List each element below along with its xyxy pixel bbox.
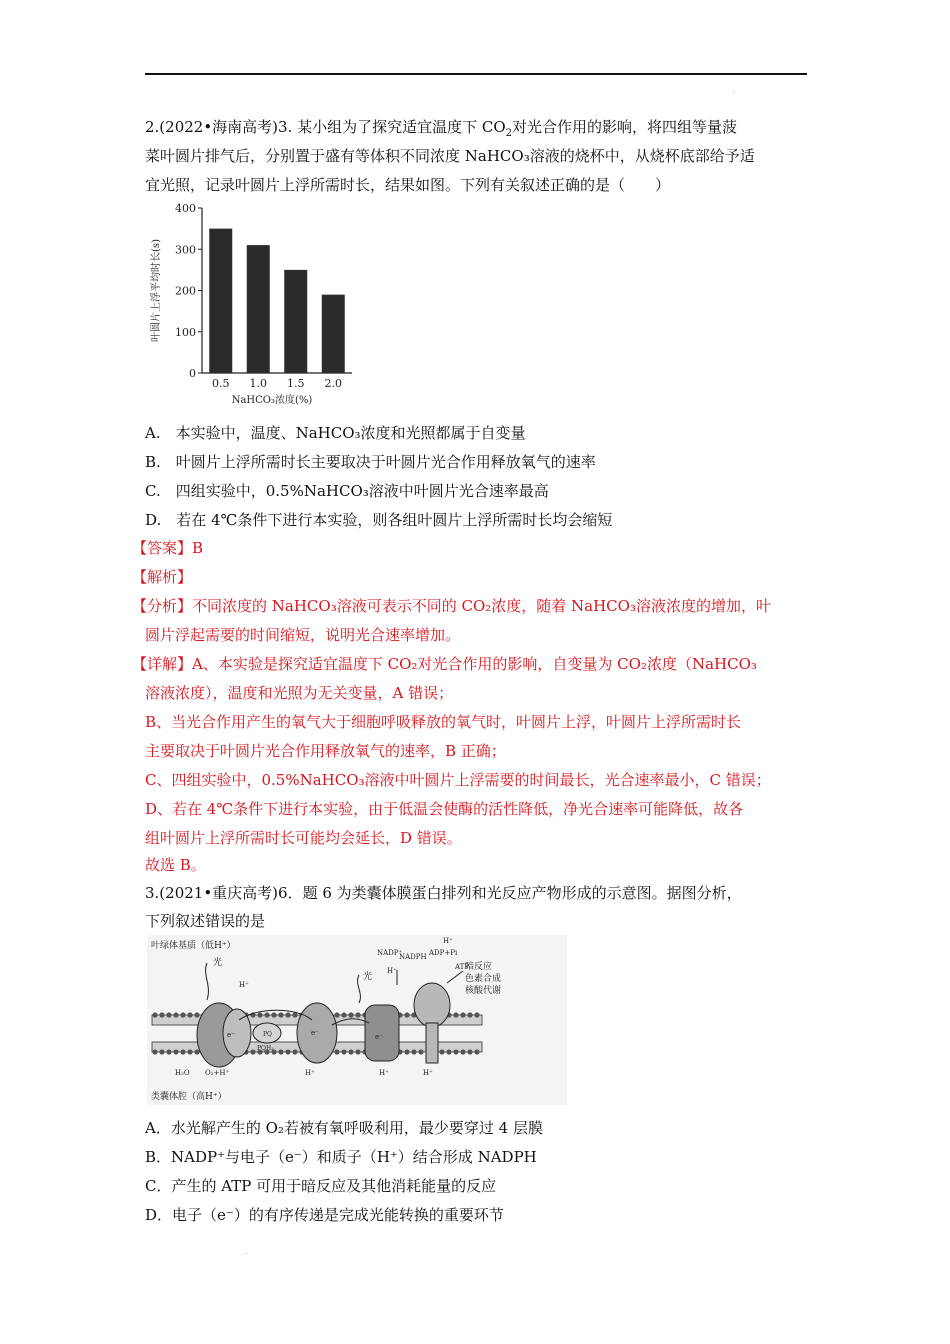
analysis-xiangjie-3: B、当光合作用产生的氧气大于细胞呼吸释放的氧气时，叶圆片上浮，叶圆片上浮所需时长 <box>145 713 742 731</box>
y-tick-label: 100 <box>175 325 196 339</box>
lipid-head <box>348 1012 353 1017</box>
lipid-head <box>264 1012 269 1017</box>
analysis-xiangjie-7: 组叶圆片上浮所需时长可能均会延长，D 错误。 <box>145 829 462 847</box>
x-tick-label: 1.0 <box>249 377 267 390</box>
lipid-head <box>341 1012 346 1017</box>
diagram-stroma-label: 叶绿体基质（低H⁺） <box>151 941 236 951</box>
thylakoid-diagram <box>147 935 567 1105</box>
analysis-fenxi-1: 【分析】不同浓度的 NaHCO₃溶液可表示不同的 CO₂浓度，随着 NaHCO₃溶液浓度的增加，叶 <box>132 597 771 615</box>
q2-stem-line2: 菜叶圆片排气后，分别置于盛有等体积不同浓度 NaHCO₃溶液的烧杯中，从烧杯底部给予适 <box>145 147 755 165</box>
lipid-head <box>159 1049 164 1054</box>
lipid-head <box>278 1012 283 1017</box>
diagram-pqh: PQH₂ <box>257 1045 274 1052</box>
lipid-head <box>194 1012 199 1017</box>
diagram-e-3: e⁻ <box>375 1033 383 1041</box>
lipid-head <box>187 1049 192 1054</box>
bar <box>247 245 270 373</box>
lipid-head <box>404 1049 409 1054</box>
y-axis-label: 叶圆片上浮平均时长(s) <box>151 239 162 342</box>
diagram-light-2: 光 <box>363 972 373 982</box>
lipid-head <box>334 1012 339 1017</box>
analysis-xiangjie-4: 主要取决于叶圆片光合作用释放氧气的速率，B 正确； <box>145 742 506 760</box>
q2-stem-line1: 2.(2022•海南高考)3. 某小组为了探究适宜温度下 $CO_2$对光合作用的影响，将四组等量菠 <box>145 118 738 139</box>
lipid-head <box>334 1049 339 1054</box>
lipid-head <box>173 1049 178 1054</box>
footer-dot: . <box>244 1247 247 1256</box>
diagram-h-5: H⁺ <box>379 1069 389 1077</box>
diagram-lumen-label: 类囊体腔（高H⁺） <box>151 1092 227 1102</box>
diagram-pq: PQ <box>263 1031 272 1038</box>
lipid-head <box>194 1049 199 1054</box>
q3-option-d: D．电子（e⁻）的有序传递是完成光能转换的重要环节 <box>145 1206 504 1224</box>
answer: 【答案】B <box>132 539 204 557</box>
diagram-h-6: H⁺ <box>423 1069 433 1077</box>
lipid-head <box>152 1049 157 1054</box>
diagram-h-3: H⁺ <box>443 937 453 945</box>
chart-bars <box>209 229 345 373</box>
q3-option-b: B．NADP⁺与电子（e⁻）和质子（H⁺）结合形成 NADPH <box>145 1148 537 1166</box>
bar-chart <box>145 195 370 420</box>
lipid-head <box>166 1012 171 1017</box>
analysis-xiangjie-5: C、四组实验中，0.5%NaHCO₃溶液中叶圆片上浮需要的时间最长，光合速率最小，C 错误； <box>145 771 771 789</box>
lipid-head <box>180 1012 185 1017</box>
q3-stem-line2: 下列叙述错误的是 <box>145 912 266 930</box>
diagram-light-1: 光 <box>213 958 223 968</box>
q2-option-d: D. 若在 4℃条件下进行本实验，则各组叶圆片上浮所需时长均会缩短 <box>145 511 613 529</box>
conclusion: 故选 B。 <box>145 856 206 874</box>
q2-option-c: C. 四组实验中，0.5%NaHCO₃溶液中叶圆片光合速率最高 <box>145 482 549 500</box>
q3-option-c: C．产生的 ATP 可用于暗反应及其他消耗能量的反应 <box>145 1177 497 1195</box>
lipid-head <box>173 1012 178 1017</box>
lipid-head <box>271 1012 276 1017</box>
lipid-head <box>355 1012 360 1017</box>
header-rule <box>145 73 807 75</box>
lipid-head <box>474 1012 479 1017</box>
lipid-head <box>355 1049 360 1054</box>
diagram-h2o: H₂O <box>175 1069 190 1077</box>
lipid-head <box>292 1049 297 1054</box>
diagram-e-1: e⁻ <box>227 1031 235 1039</box>
lipid-head <box>411 1049 416 1054</box>
lipid-head <box>467 1049 472 1054</box>
lipid-head <box>446 1049 451 1054</box>
lipid-head <box>467 1012 472 1017</box>
lipid-head <box>460 1012 465 1017</box>
bar <box>322 295 345 373</box>
y-tick-label: 300 <box>175 243 196 257</box>
diagram-atp: ATP <box>455 963 470 971</box>
lipid-head <box>348 1049 353 1054</box>
lipid-head <box>285 1049 290 1054</box>
lipid-head <box>257 1012 262 1017</box>
bar <box>284 270 307 373</box>
header-dot: . <box>733 86 736 95</box>
lipid-head <box>474 1049 479 1054</box>
lipid-head <box>453 1012 458 1017</box>
lipid-head <box>404 1012 409 1017</box>
lipid-head <box>187 1012 192 1017</box>
lipid-head <box>439 1049 444 1054</box>
lipid-head <box>341 1049 346 1054</box>
diagram-use-1: 暗反应 <box>465 962 493 972</box>
analysis-title: 【解析】 <box>132 568 193 586</box>
lipid-head <box>292 1012 297 1017</box>
diagram-use-3: 核酸代谢 <box>465 986 502 996</box>
diagram-nadph: NADPH <box>399 953 427 961</box>
y-tick-label: 0 <box>189 367 196 380</box>
q2-option-b: B. 叶圆片上浮所需时长主要取决于叶圆片光合作用释放氧气的速率 <box>145 453 596 471</box>
x-axis-label: NaHCO₃浓度(%) <box>231 395 313 406</box>
analysis-xiangjie-1: 【详解】A、本实验是探究适宜温度下 CO₂对光合作用的影响，自变量为 CO₂浓度（NaHCO₃ <box>132 655 757 673</box>
x-tick-label: 1.5 <box>287 377 305 390</box>
diagram-use-2: 色素合成 <box>465 974 502 984</box>
lipid-head <box>250 1049 255 1054</box>
q3-option-a: A．水光解产生的 O₂若被有氧呼吸利用，最少要穿过 4 层膜 <box>145 1119 543 1137</box>
q2-option-a: A. 本实验中，温度、NaHCO₃浓度和光照都属于自变量 <box>145 424 526 442</box>
diagram-nadp: NADP⁺ <box>377 949 403 957</box>
lipid-head <box>418 1049 423 1054</box>
chart-labels <box>149 202 342 406</box>
diagram-h-1: H⁺ <box>239 981 249 989</box>
lipid-head <box>166 1049 171 1054</box>
lipid-head <box>453 1049 458 1054</box>
diagram-e-2: e⁻ <box>311 1029 319 1037</box>
analysis-fenxi-2: 圆片浮起需要的时间缩短，说明光合速率增加。 <box>145 626 461 644</box>
diagram-o2: O₂+H⁺ <box>205 1069 230 1077</box>
analysis-xiangjie-2: 溶液浓度），温度和光照为无关变量，A 错误； <box>145 684 454 702</box>
diagram-adp: ADP+Pi <box>429 949 458 957</box>
q3-stem-line1: 3.(2021•重庆高考)6．题 6 为类囊体膜蛋白排列和光反应产物形成的示意图。据图分析， <box>145 884 742 902</box>
lipid-head <box>278 1049 283 1054</box>
lipid-head <box>180 1049 185 1054</box>
y-tick-label: 400 <box>175 202 196 215</box>
x-tick-label: 0.5 <box>212 377 230 390</box>
lipid-head <box>159 1012 164 1017</box>
x-tick-label: 2.0 <box>324 377 342 390</box>
lipid-head <box>285 1012 290 1017</box>
bar <box>209 229 232 373</box>
diagram-h-2: H⁺ <box>387 967 397 975</box>
y-tick-label: 200 <box>175 284 196 298</box>
lipid-head <box>152 1012 157 1017</box>
analysis-xiangjie-6: D、若在 4℃条件下进行本实验，由于低温会使酶的活性降低，净光合速率可能降低，故各 <box>145 800 744 818</box>
diagram-h-4: H⁺ <box>305 1069 315 1077</box>
lipid-head <box>460 1049 465 1054</box>
q2-stem-line3: 宜光照，记录叶圆片上浮所需时长，结果如图。下列有关叙述正确的是（ ） <box>145 176 671 194</box>
